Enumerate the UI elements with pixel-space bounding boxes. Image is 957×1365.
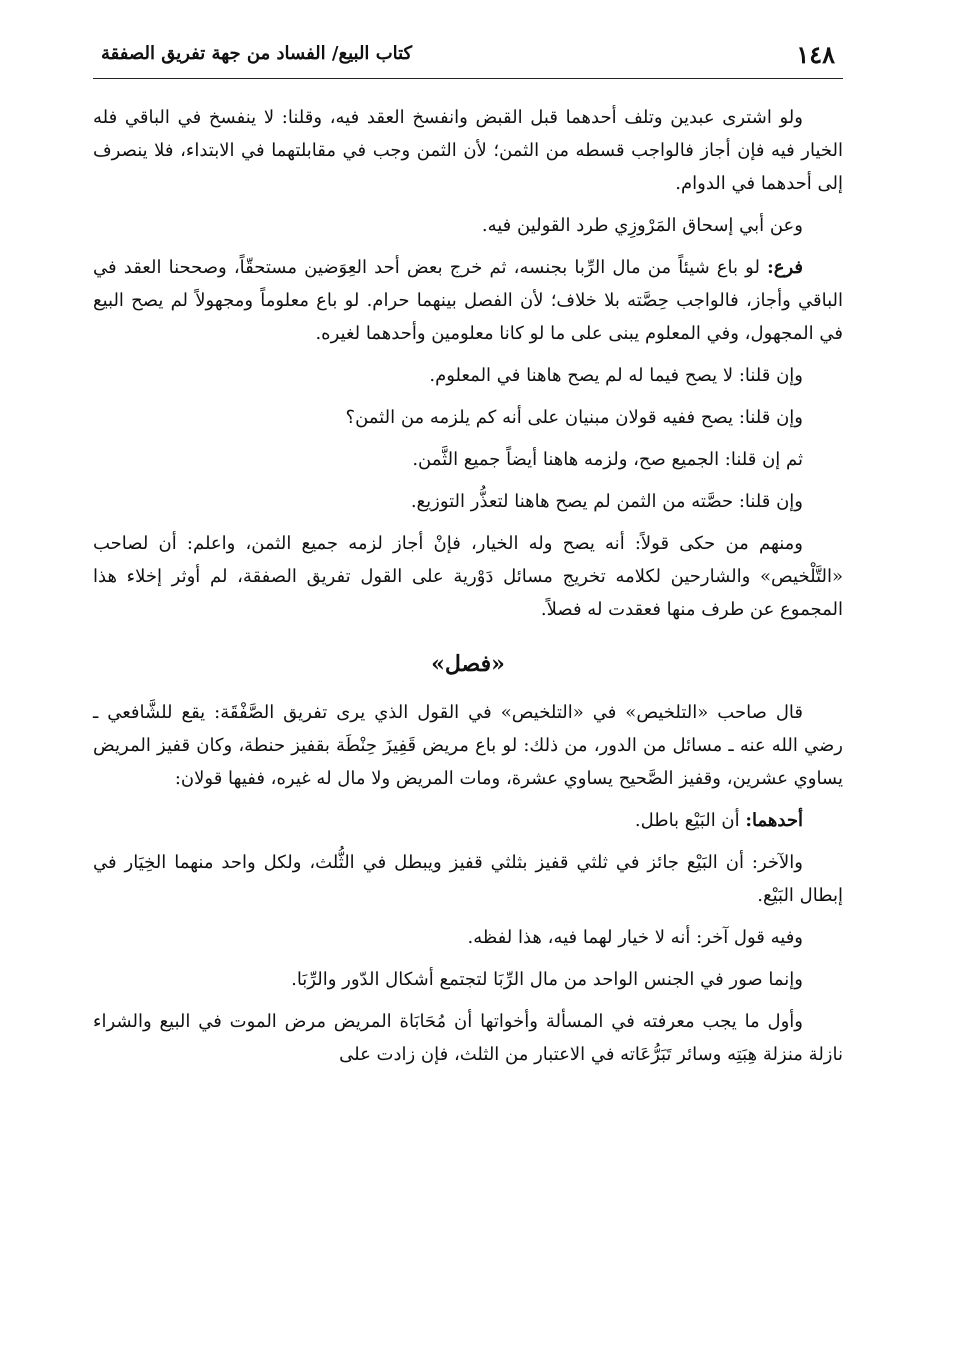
paragraph <box>93 401 843 434</box>
paragraph <box>93 359 843 392</box>
paragraph-text: ولو اشترى عبدين وتلف أحدهما قبل القبض وانفسخ العقد فيه، وقلنا: لا ينفسخ في الباقي فله الخيار فيه فإن أجاز فالواجب قسطه من الثمن؛ لأن الثمن وجب في مقابلتهما في الابتداء، فلا ينصرف إلى أحدهما في الدوام. <box>93 107 843 194</box>
running-title: كتاب البيع/ الفساد من جهة تفريق الصفقة <box>101 43 413 64</box>
paragraph <box>93 101 843 200</box>
paragraph-lead: أحدهما: <box>745 810 803 831</box>
paragraph-text: وإنما صور في الجنس الواحد من مال الرِّبَا لتجتمع أشكال الدّور والرِّبَا. <box>291 969 803 990</box>
paragraph-text: وإن قلنا: يصح ففيه قولان مبنيان على أنه كم يلزمه من الثمن؟ <box>345 407 803 428</box>
paragraph <box>93 921 843 954</box>
paragraph <box>93 696 843 795</box>
paragraph-text: وفيه قول آخر: أنه لا خيار لهما فيه، هذا لفظه. <box>467 927 803 948</box>
paragraph-text: ثم إن قلنا: الجميع صح، ولزمه هاهنا أيضاً جميع الثَّمن. <box>412 449 803 470</box>
paragraph-text: والآخر: أن البَيْع جائز في ثلثي قفيز بثلثي قفيز ويبطل في الثُّلث، ولكل واحد منهما الخِيَار في إبطال البَيْع. <box>93 852 843 906</box>
paragraph <box>93 963 843 996</box>
paragraph-text: وعن أبي إسحاق المَرْوزِي طرد القولين فيه. <box>481 215 803 236</box>
paragraph-text: وأول ما يجب معرفته في المسألة وأخواتها أن مُحَابَاة المريض مرض الموت في البيع والشراء نازلة منزلة هِبَتِه وسائر تَبَرُّعَاته في الاعتبار من الثلث، فإن زادت على <box>93 1011 843 1065</box>
page-header <box>93 34 843 79</box>
paragraph <box>93 485 843 518</box>
paragraph-text: لو باع شيئاً من مال الرِّبا بجنسه، ثم خرج بعض أحد العِوَضين مستحقّاً، وصححنا العقد في الباقي وأجاز، فالواجب حِصَّته بلا خلاف؛ لأن الفصل بينهما حرام. لو باع معلوماً ومجهولاً لم يصح البيع في المجهول، وفي المعلوم يبنى على ما لو كانا معلومين وأحدهما لغيره. <box>93 257 843 344</box>
paragraph <box>93 846 843 912</box>
section-heading: «فصل» <box>431 651 505 677</box>
page-number: ١٤٨ <box>796 40 835 69</box>
book-page <box>93 34 843 1334</box>
paragraph-text: وإن قلنا: حصَّته من الثمن لم يصح هاهنا لتعذُّر التوزيع. <box>410 491 803 512</box>
paragraph <box>93 804 843 837</box>
paragraph-lead: فرع: <box>767 257 803 278</box>
paragraph-text: وإن قلنا: لا يصح فيما له لم يصح هاهنا في المعلوم. <box>429 365 803 386</box>
paragraph <box>93 527 843 626</box>
paragraph <box>93 209 843 242</box>
paragraph-text: ومنهم من حكى قولاً: أنه يصح وله الخيار، فإنْ أجاز لزمه جميع الثمن، واعلم: أن لصاحب «التَّلْخيص» والشارحين لكلامه تخريج مسائل دَوْرية على القول تفريق الصفقة، لم أوثر إخلاء هذا المجموع عن طرف منها فعقدت له فصلاً. <box>93 533 843 620</box>
paragraph-text: أن البَيْع باطل. <box>634 810 746 831</box>
main-text <box>93 101 843 1071</box>
paragraph <box>93 443 843 476</box>
paragraph <box>93 251 843 350</box>
paragraph-text: قال صاحب «التلخيص» في «التلخيص» في القول الذي يرى تفريق الصَّفْقَة: يقع للشَّافعي ـ رضي الله عنه ـ مسائل من الدور، من ذلك: لو باع مريض قَفِيزَ حِنْطَة بقفيز حنطة، وكان قفيز المريض يساوي عشرين، وقفيز الصَّحيح يساوي عشرة، ومات المريض ولا مال له غيره، ففيها قولان: <box>93 702 843 789</box>
paragraph <box>93 1005 843 1071</box>
